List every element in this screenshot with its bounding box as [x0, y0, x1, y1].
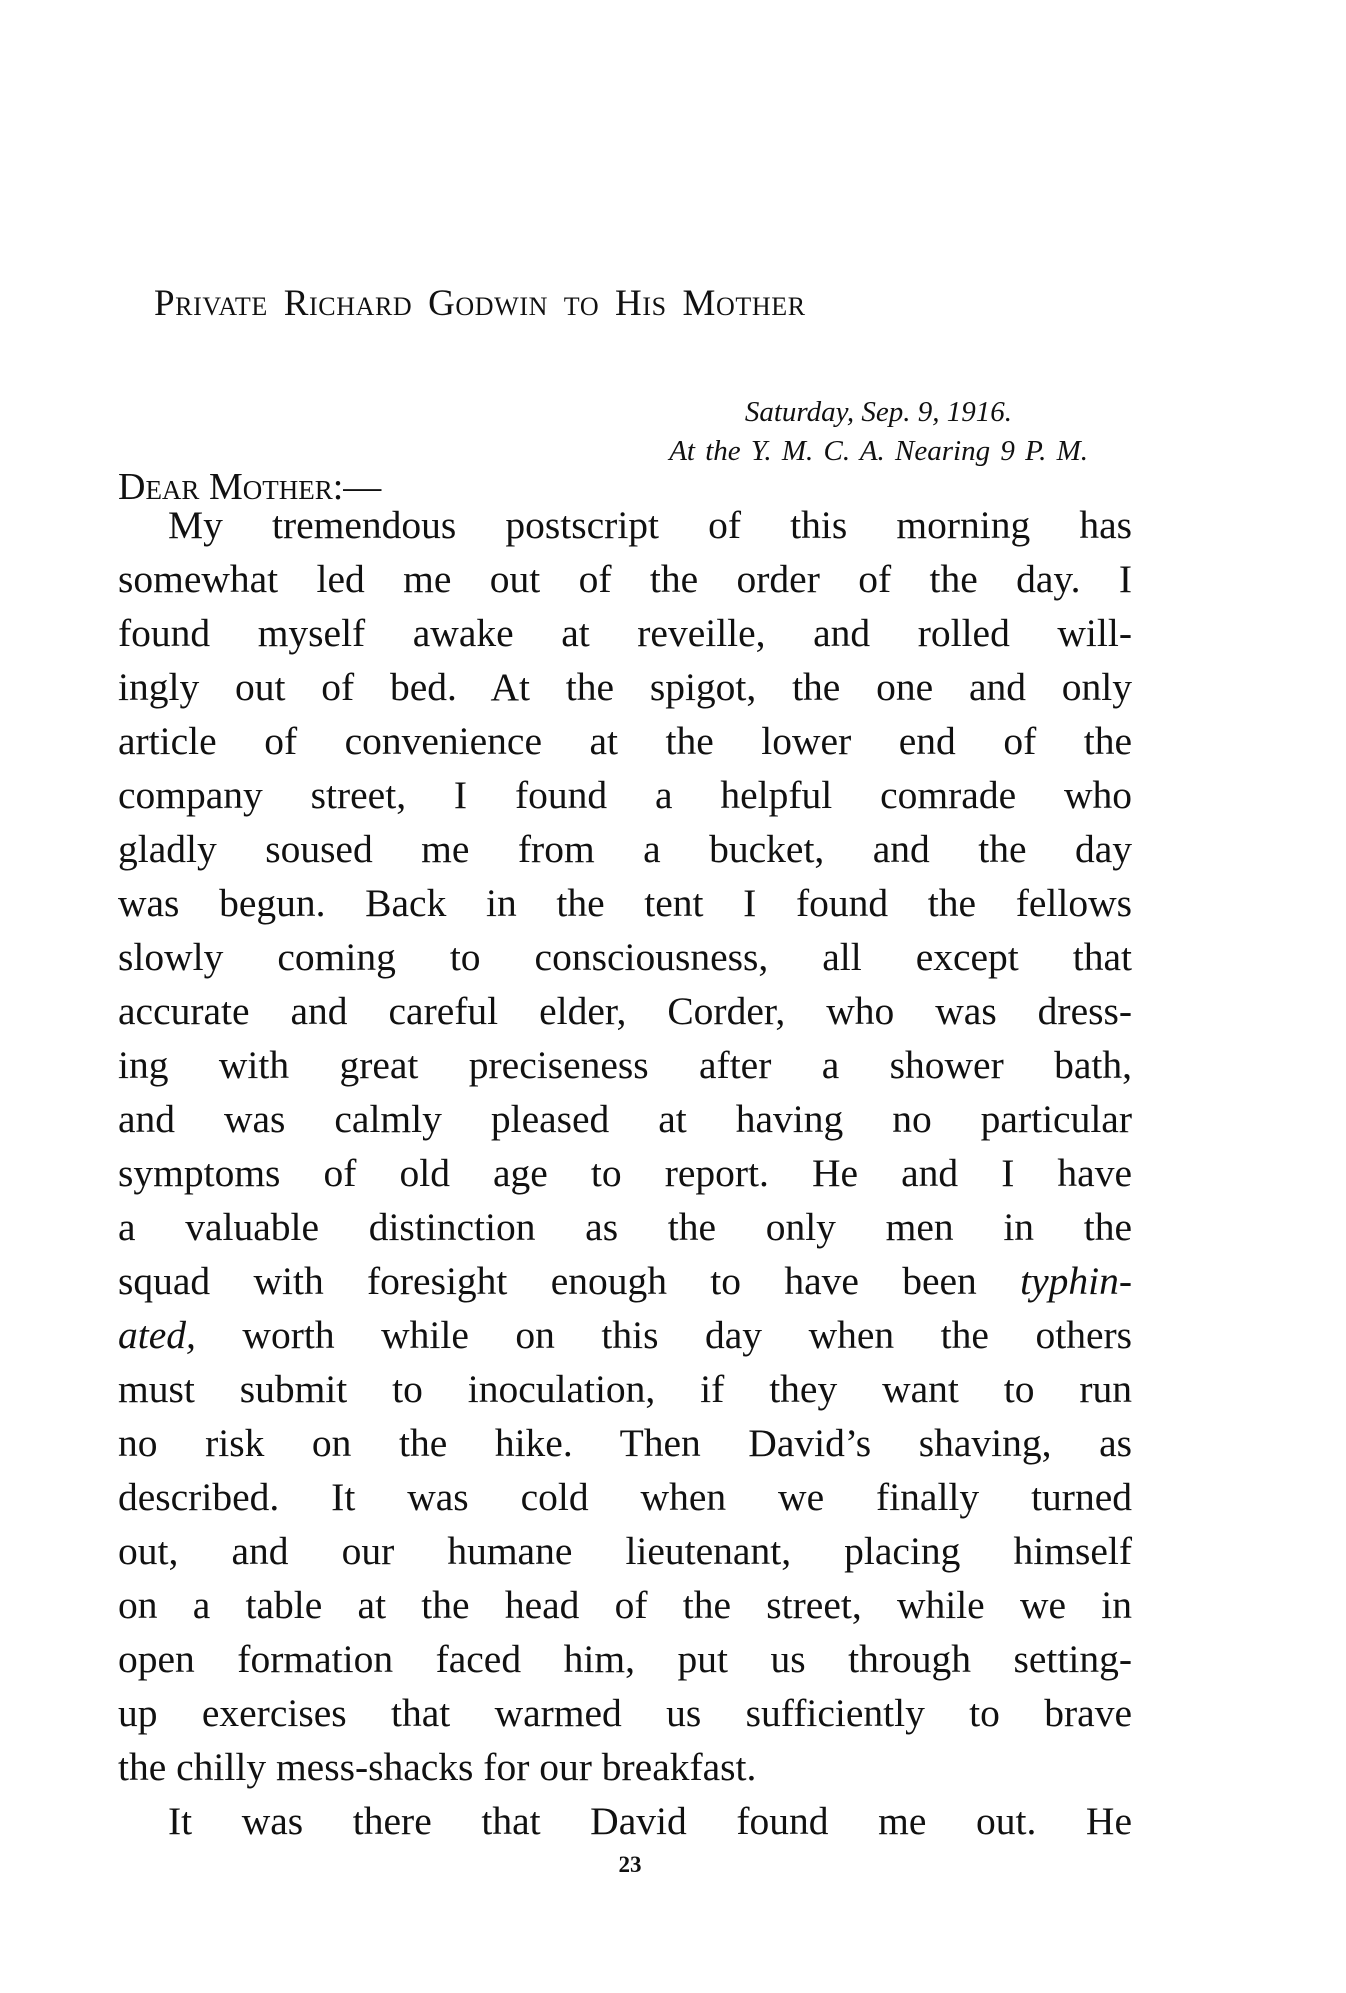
italic-text: typhin- — [1020, 1259, 1132, 1303]
text-segment: on a table at the head of the street, while we in — [118, 1583, 1132, 1627]
text-segment: described. It was cold when we finally turned — [118, 1475, 1132, 1519]
text-segment: My tremendous postscript of this morning has — [168, 503, 1132, 547]
text-segment: no risk on the hike. Then David’s shaving, as — [118, 1421, 1132, 1465]
text-segment: ing with great preciseness after a shower bath, — [118, 1043, 1132, 1087]
dateline: Saturday, Sep. 9, 1916. — [744, 396, 1012, 428]
text-segment: squad with foresight enough to have been — [118, 1259, 1021, 1303]
text-line — [118, 1524, 1132, 1578]
text-line — [118, 1470, 1132, 1524]
text-segment: symptoms of old age to report. He and I have — [118, 1151, 1132, 1195]
italic-text: ated, — [118, 1313, 196, 1357]
text-line — [118, 552, 1132, 606]
text-line — [118, 768, 1132, 822]
placeline: At the Y. M. C. A. Nearing 9 P. M. — [669, 435, 1088, 467]
text-line — [118, 1254, 1132, 1308]
text-segment: worth while on this day when the others — [195, 1313, 1132, 1357]
text-line — [118, 1362, 1132, 1416]
text-segment: found myself awake at reveille, and rolled will- — [118, 611, 1132, 655]
text-line — [118, 1200, 1132, 1254]
text-segment: article of convenience at the lower end of the — [118, 719, 1132, 763]
text-line — [118, 1740, 1132, 1794]
text-line — [118, 1038, 1132, 1092]
text-segment: a valuable distinction as the only men in the — [118, 1205, 1132, 1249]
text-segment: company street, I found a helpful comrade who — [118, 773, 1132, 817]
text-segment: ingly out of bed. At the spigot, the one and only — [118, 665, 1132, 709]
text-line — [118, 1794, 1132, 1848]
text-segment: open formation faced him, put us through setting- — [118, 1637, 1132, 1681]
text-line — [118, 1092, 1132, 1146]
text-line — [118, 714, 1132, 768]
text-line — [118, 1146, 1132, 1200]
text-line — [118, 1632, 1132, 1686]
text-line — [118, 822, 1132, 876]
text-segment: out, and our humane lieutenant, placing himself — [118, 1529, 1132, 1573]
text-segment: accurate and careful elder, Corder, who was dress- — [118, 989, 1132, 1033]
text-segment: the chilly mess-shacks for our breakfast. — [118, 1745, 757, 1789]
text-segment: was begun. Back in the tent I found the fellows — [118, 881, 1132, 925]
letter-body — [118, 498, 1132, 1848]
text-segment: somewhat led me out of the order of the day. I — [118, 557, 1132, 601]
text-line — [118, 1416, 1132, 1470]
text-line — [118, 1686, 1132, 1740]
text-segment: It was there that David found me out. He — [168, 1799, 1132, 1843]
text-line — [118, 984, 1132, 1038]
text-line — [118, 498, 1132, 552]
text-line — [118, 1578, 1132, 1632]
text-segment: must submit to inoculation, if they want to run — [118, 1367, 1132, 1411]
salutation: Dear Mother:— — [118, 466, 382, 508]
page-number: 23 — [618, 1852, 642, 1877]
letter-heading: Private Richard Godwin to His Mother — [154, 283, 806, 324]
text-segment: slowly coming to consciousness, all except that — [118, 935, 1132, 979]
text-line — [118, 1308, 1132, 1362]
text-segment: up exercises that warmed us sufficiently to brave — [118, 1691, 1132, 1735]
text-segment: gladly soused me from a bucket, and the day — [118, 827, 1132, 871]
text-segment: and was calmly pleased at having no particular — [118, 1097, 1132, 1141]
text-line — [118, 606, 1132, 660]
text-line — [118, 876, 1132, 930]
text-line — [118, 660, 1132, 714]
text-line — [118, 930, 1132, 984]
